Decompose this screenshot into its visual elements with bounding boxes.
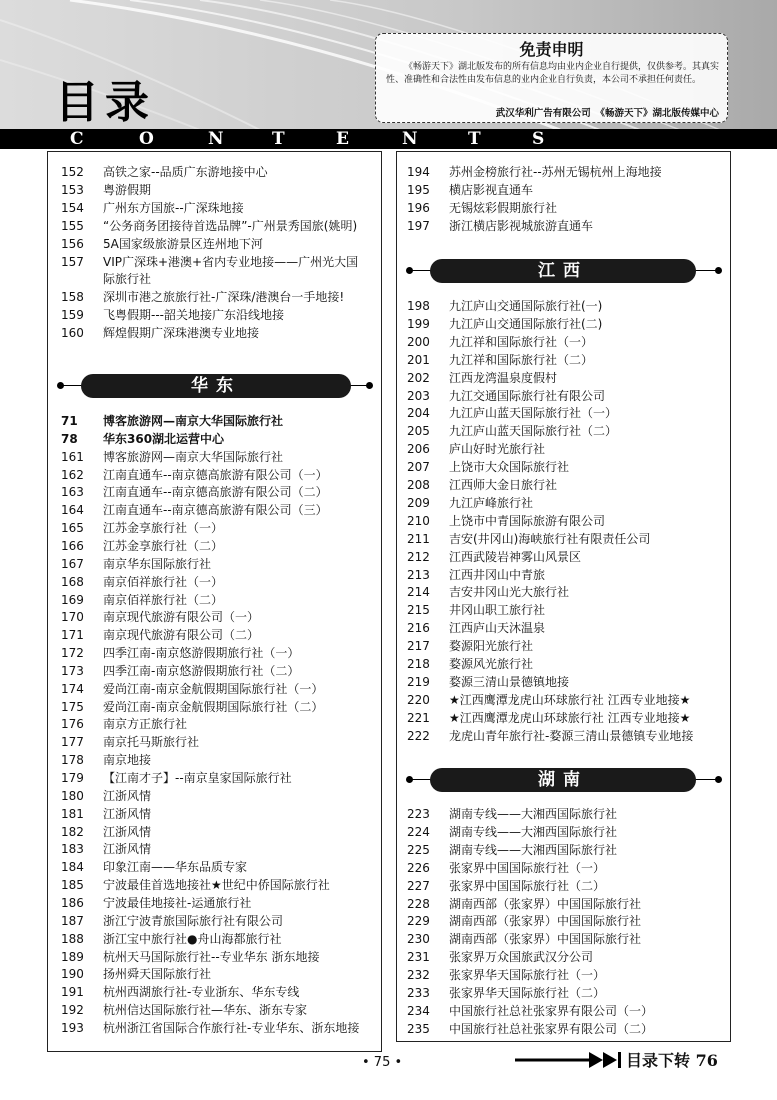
entry-page-number: 205 <box>407 424 430 439</box>
entry-title: 横店影视直通车 <box>449 182 534 197</box>
entry-page-number: 190 <box>61 967 84 982</box>
page-title: 目录 <box>55 77 155 128</box>
entry-page-number: 206 <box>407 442 430 457</box>
section-title: 华东 <box>81 374 351 398</box>
entry-title: “公务商务团接待首选品牌”-广州景秀国旅(姚明) <box>103 218 358 233</box>
entry-page-number: 193 <box>61 1020 84 1035</box>
entry-title: 苏州金榜旅行社--苏州无锡杭州上海地接 <box>449 165 662 179</box>
entry-page-number: 186 <box>61 895 84 910</box>
entry-title: 九江庐山交通国际旅行社(一) <box>449 299 603 313</box>
entry-title: 江西龙湾温泉度假村 <box>449 370 558 385</box>
entry-title: 宁波最佳首选地接社★世纪中侨国际旅行社 <box>103 878 330 893</box>
entry-page-number: 180 <box>61 788 84 803</box>
contents-letter: O <box>139 129 154 149</box>
entry-title: 庐山好时光旅行社 <box>449 442 546 457</box>
entry-page-number: 175 <box>61 699 84 714</box>
entry-title: 5A国家级旅游景区连州地下河 <box>103 236 263 251</box>
entry-title: 江浙风情 <box>103 806 152 821</box>
entry-title: 龙虎山青年旅行社-婺源三清山景德镇专业地接 <box>449 728 694 743</box>
next-arrow-icon <box>515 1049 623 1071</box>
entry-title: 爱尚江南-南京金航假期国际旅行社（二） <box>103 699 324 714</box>
entry-page-number: 160 <box>61 326 84 341</box>
entry-title: 博客旅游网—南京大华国际旅行社 <box>103 449 284 464</box>
entry-page-number: 163 <box>61 485 84 500</box>
entry-title: 际旅行社 <box>103 272 152 287</box>
entry-page-number: 229 <box>407 914 430 929</box>
entry-title: 南京地接 <box>103 753 152 768</box>
entry-page-number: 207 <box>407 460 430 475</box>
entry-page-number: 200 <box>407 334 430 349</box>
entry-page-number: 201 <box>407 352 430 367</box>
entry-title: 湖南专线——大湘西国际旅行社 <box>449 807 618 821</box>
page-number: • 75 • <box>362 1055 403 1070</box>
entry-page-number: 187 <box>61 913 84 928</box>
entry-page-number: 168 <box>61 574 84 589</box>
entry-title: 中国旅行社总社张家界有限公司（二） <box>449 1021 654 1036</box>
entry-title: 婺源阳光旅行社 <box>449 639 534 654</box>
entry-page-number: 192 <box>61 1003 84 1018</box>
entry-title: 江南直通车--南京德高旅游有限公司（一） <box>103 467 328 482</box>
entry-title: 江苏金享旅行社（二） <box>103 538 224 553</box>
entry-page-number: 223 <box>407 807 430 821</box>
entry-page-number: 183 <box>61 842 84 857</box>
entry-page-number: 197 <box>407 218 430 233</box>
entry-title: 广州东方国旅--广深珠地接 <box>103 200 244 215</box>
entry-page-number: 167 <box>61 556 84 571</box>
disclaimer-title: 免责申明 <box>519 40 584 59</box>
entry-title: 南京托马斯旅行社 <box>103 735 200 750</box>
entry-page-number: 155 <box>61 218 84 233</box>
entry-title: ★江西鹰潭龙虎山环球旅行社 江西专业地接★ <box>449 710 691 725</box>
entry-title: 湖南西部（张家界）中国国际旅行社 <box>449 914 642 929</box>
contents-letter: E <box>336 129 349 149</box>
entry-title: 九江庐山蓝天国际旅行社（一） <box>449 406 618 421</box>
entry-title: 粤游假期 <box>103 182 152 197</box>
entry-title: 张家界华天国际旅行社（一） <box>449 968 606 983</box>
entry-title: 婺源三清山景德镇地接 <box>449 674 570 689</box>
entry-title: 九江庐山蓝天国际旅行社（二） <box>449 424 618 439</box>
entry-page-number: 158 <box>61 290 84 305</box>
contents-letter: C <box>70 129 84 149</box>
entry-title: 深圳市港之旅旅行社-广深珠/港澳台一手地接! <box>103 290 345 305</box>
entry-title: 江南直通车--南京德高旅游有限公司（三） <box>103 503 328 518</box>
entry-title: 【江南才子】--南京皇家国际旅行社 <box>103 771 292 785</box>
entry-page-number: 217 <box>407 639 430 654</box>
entry-page-number: 222 <box>407 728 430 743</box>
entry-title: 四季江南-南京悠游假期旅行社（一） <box>103 646 300 661</box>
section-header-jiangxi <box>397 259 730 283</box>
entry-page-number: 210 <box>407 513 430 528</box>
entry-page-number: 204 <box>407 406 430 421</box>
entry-title: 江西井冈山中青旅 <box>449 567 546 582</box>
entry-title: 高铁之家--品质广东游地接中心 <box>103 165 268 179</box>
entry-page-number: 219 <box>407 674 430 689</box>
entry-page-number: 166 <box>61 538 84 553</box>
entry-title: 江浙风情 <box>103 824 152 839</box>
entry-page-number: 164 <box>61 503 84 518</box>
entry-page-number: 182 <box>61 824 84 839</box>
entry-page-number: 230 <box>407 932 430 947</box>
entry-page-number: 71 <box>61 414 78 428</box>
disclaimer-signature: 武汉华利广告有限公司 《畅游天下》湖北版传媒中心 <box>495 108 719 119</box>
entry-page-number: 202 <box>407 370 430 385</box>
entry-title: 江浙风情 <box>103 842 152 857</box>
entry-page-number: 232 <box>407 968 430 983</box>
contents-letter: T <box>272 129 285 149</box>
entry-title: 杭州浙江省国际合作旅行社-专业华东、浙东地接 <box>103 1020 360 1035</box>
section-header-huadong <box>48 374 381 398</box>
section-header-hunan <box>397 768 730 792</box>
entry-page-number: 78 <box>61 431 78 446</box>
entry-title: 浙江横店影视城旅游直通车 <box>449 218 594 233</box>
entry-title: 浙江宁波青旅国际旅行社有限公司 <box>103 913 284 928</box>
entry-title: ★江西鹰潭龙虎山环球旅行社 江西专业地接★ <box>449 692 691 707</box>
disclaimer-box <box>375 33 728 123</box>
entry-page-number: 161 <box>61 449 84 464</box>
entry-page-number: 178 <box>61 753 84 768</box>
entry-title: 南京方正旅行社 <box>103 717 188 732</box>
entry-page-number: 214 <box>407 585 430 600</box>
entry-title: 南京现代旅游有限公司（一） <box>103 610 260 625</box>
entry-title: 杭州天马国际旅行社--专业华东 浙东地接 <box>103 949 320 964</box>
entry-title: 四季江南-南京悠游假期旅行社（二） <box>103 663 300 678</box>
entry-title: 杭州西湖旅行社-专业浙东、华东专线 <box>103 985 300 1000</box>
contents-letter: S <box>532 129 545 149</box>
right-column-box <box>396 151 731 1042</box>
entry-page-number: 227 <box>407 878 430 893</box>
entry-page-number: 173 <box>61 663 84 678</box>
entry-title: 杭州信达国际旅行社—华东、浙东专家 <box>103 1003 308 1018</box>
entry-page-number: 231 <box>407 950 430 965</box>
entry-title: 吉安井冈山光大旅行社 <box>449 585 570 600</box>
entry-page-number: 165 <box>61 521 84 536</box>
entry-title: 浙江宝中旅行社●舟山海都旅行社 <box>103 931 282 946</box>
entry-page-number: 188 <box>61 931 84 946</box>
entry-title: 扬州舜天国际旅行社 <box>103 967 212 982</box>
entry-title: 爱尚江南-南京金航假期国际旅行社（一） <box>103 681 324 696</box>
entry-title: 上饶市中青国际旅游有限公司 <box>449 513 606 528</box>
entry-page-number: 198 <box>407 299 430 313</box>
entry-title: 江西师大金日旅行社 <box>449 478 558 492</box>
entry-page-number: 171 <box>61 628 84 643</box>
entry-page-number: 185 <box>61 878 84 893</box>
entry-title: 江西庐山天沐温泉 <box>449 621 546 636</box>
contents-bar <box>0 129 777 149</box>
entry-title: 九江祥和国际旅行社（一） <box>449 334 594 349</box>
contents-letter: N <box>402 129 418 149</box>
entry-page-number: 228 <box>407 896 430 911</box>
entry-title: 宁波最佳地接社-运通旅行社 <box>103 895 252 910</box>
entry-page-number: 156 <box>61 236 84 251</box>
entry-page-number: 218 <box>407 657 430 671</box>
contents-letter: T <box>468 129 481 149</box>
entry-title: 九江庐峰旅行社 <box>449 495 534 510</box>
entry-page-number: 226 <box>407 860 430 875</box>
entry-title: 辉煌假期广深珠港澳专业地接 <box>103 326 260 341</box>
entry-title: 飞粤假期---韶关地接广东沿线地接 <box>103 308 284 323</box>
entry-title: 婺源风光旅行社 <box>449 657 534 671</box>
entry-title: 上饶市大众国际旅行社 <box>449 460 570 475</box>
entry-page-number: 152 <box>61 165 84 179</box>
entry-page-number: 172 <box>61 646 84 661</box>
entry-page-number: 225 <box>407 842 430 857</box>
entry-title: 南京现代旅游有限公司（二） <box>103 628 260 643</box>
entry-page-number: 154 <box>61 200 84 215</box>
entry-page-number: 177 <box>61 735 84 750</box>
contents-letter: N <box>208 129 224 149</box>
entry-page-number: 184 <box>61 860 84 875</box>
entry-title: 张家界万众国旅武汉分公司 <box>449 950 594 965</box>
entry-title: 九江庐山交通国际旅行社(二) <box>449 316 603 331</box>
entry-title: 华东360湖北运营中心 <box>103 431 225 446</box>
section-title: 江西 <box>430 259 696 283</box>
entry-page-number: 194 <box>407 165 430 179</box>
entry-page-number: 216 <box>407 621 430 636</box>
entry-page-number: 199 <box>407 316 430 331</box>
entry-page-number: 179 <box>61 771 84 785</box>
entry-title: 江西武陵岩神雾山风景区 <box>449 549 582 564</box>
section-title: 湖南 <box>430 768 696 792</box>
entry-page-number: 157 <box>61 254 84 269</box>
entry-page-number: 212 <box>407 549 430 564</box>
entry-page-number: 234 <box>407 1003 430 1018</box>
entry-title: 南京佰祥旅行社（一） <box>103 574 224 589</box>
entry-title: 张家界中国国际旅行社（一） <box>449 860 606 875</box>
entry-page-number: 211 <box>407 531 430 546</box>
entry-page-number: 233 <box>407 986 430 1000</box>
entry-title: 南京华东国际旅行社 <box>103 556 212 571</box>
entry-page-number: 224 <box>407 824 430 839</box>
entry-page-number: 176 <box>61 717 84 732</box>
entry-title: 井冈山职工旅行社 <box>449 603 546 618</box>
entry-title: 无锡炫彩假期旅行社 <box>449 200 558 215</box>
entry-page-number: 181 <box>61 806 84 821</box>
disclaimer-body: 《畅游天下》湖北版发布的所有信息均由业内企业自行提供，仅供参考。其真实性、准确性和合法性由发布信息的业内企业自行负责，本公司不承担任何责任。 <box>386 62 720 85</box>
entry-title: 南京佰祥旅行社（二） <box>103 592 224 607</box>
entry-title: 江南直通车--南京德高旅游有限公司（二） <box>103 485 328 500</box>
entry-title: 印象江南——华东品质专家 <box>103 860 248 875</box>
entry-title: 中国旅行社总社张家界有限公司（一） <box>449 1003 654 1018</box>
entry-page-number: 191 <box>61 985 84 1000</box>
left-column-box <box>47 151 382 1052</box>
entry-title: 张家界华天国际旅行社（二） <box>449 986 606 1000</box>
entry-page-number: 203 <box>407 388 430 403</box>
entry-page-number: 213 <box>407 567 430 582</box>
entry-page-number: 196 <box>407 200 430 215</box>
entry-page-number: 169 <box>61 592 84 607</box>
entry-title: 江浙风情 <box>103 788 152 803</box>
entry-page-number: 162 <box>61 467 84 482</box>
entry-title: 湖南西部（张家界）中国国际旅行社 <box>449 932 642 947</box>
entry-page-number: 208 <box>407 478 430 492</box>
entry-title: 张家界中国国际旅行社（二） <box>449 878 606 893</box>
entry-page-number: 220 <box>407 692 430 707</box>
entry-page-number: 189 <box>61 949 84 964</box>
entry-title: 博客旅游网—南京大华国际旅行社 <box>103 414 284 428</box>
entry-page-number: 195 <box>407 182 430 197</box>
entry-title: 湖南专线——大湘西国际旅行社 <box>449 842 618 857</box>
entry-title: 吉安(井冈山)海峡旅行社有限责任公司 <box>449 531 651 546</box>
next-page-link[interactable]: 目录下转 76 <box>626 1051 718 1070</box>
entry-title: 湖南专线——大湘西国际旅行社 <box>449 824 618 839</box>
entry-page-number: 215 <box>407 603 430 618</box>
entry-page-number: 174 <box>61 681 84 696</box>
page-header <box>0 0 777 150</box>
entry-page-number: 159 <box>61 308 84 323</box>
entry-page-number: 170 <box>61 610 84 625</box>
entry-title: 九江交通国际旅行社有限公司 <box>449 388 606 403</box>
entry-page-number: 235 <box>407 1021 430 1036</box>
entry-title: VIP广深珠+港澳+省内专业地接——广州光大国 <box>103 254 359 269</box>
entry-page-number: 153 <box>61 182 84 197</box>
entry-page-number: 209 <box>407 495 430 510</box>
entry-title: 江苏金享旅行社（一） <box>103 521 224 536</box>
entry-page-number: 221 <box>407 710 430 725</box>
entry-title: 湖南西部（张家界）中国国际旅行社 <box>449 896 642 911</box>
entry-title: 九江祥和国际旅行社（二） <box>449 352 594 367</box>
